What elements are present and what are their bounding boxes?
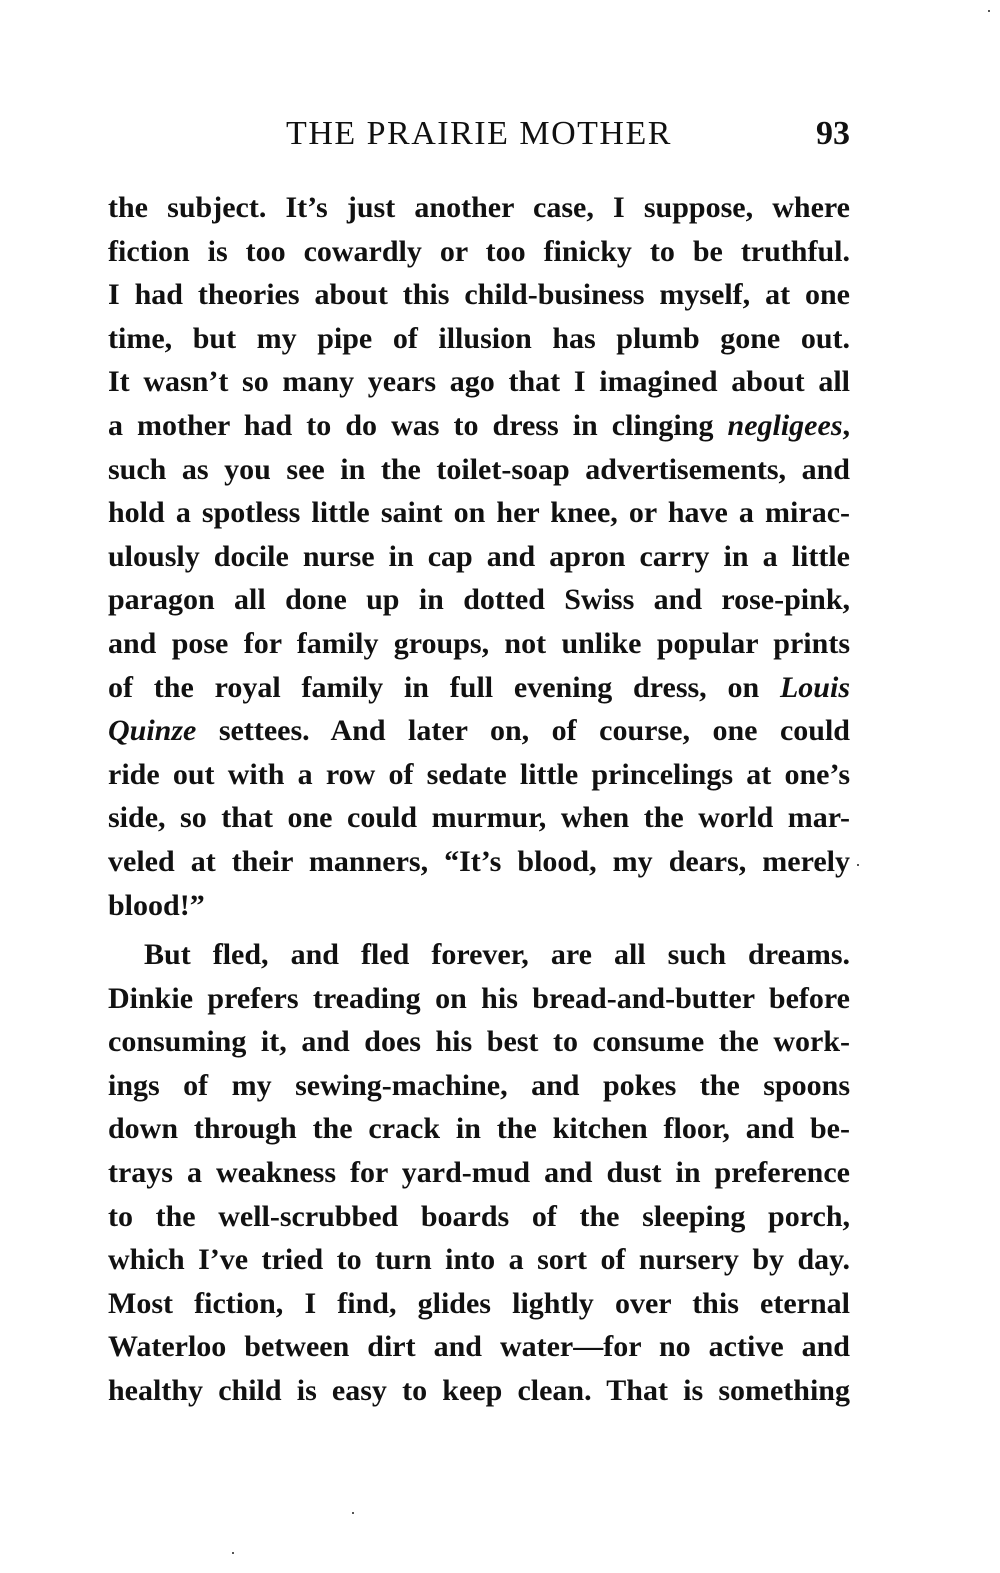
italic-word: negligees	[727, 408, 843, 442]
text-line: such as you see in the toilet-soap advertisements, and	[108, 452, 850, 486]
scan-speck	[988, 10, 990, 12]
text-line: Quinze settees. And later on, of course, one could	[108, 714, 850, 748]
text-line: Waterloo between dirt and water—for no active and	[108, 1330, 850, 1364]
text-line: ride out with a row of sedate little princelings at one’s	[108, 757, 850, 791]
text-line: ulously docile nurse in cap and apron carry in a little	[108, 539, 850, 573]
text-line: of the royal family in full evening dress, on Louis	[108, 670, 850, 704]
body-text	[108, 186, 850, 1413]
text-line: It wasn’t so many years ago that I imagined about all	[108, 365, 850, 399]
text-line: I had theories about this child-business myself, at one	[108, 278, 850, 312]
text-line: to the well-scrubbed boards of the sleeping porch,	[108, 1199, 850, 1233]
running-title: THE PRAIRIE MOTHER	[286, 115, 672, 152]
paragraph-2	[108, 933, 850, 1413]
text-line: a mother had to do was to dress in clinging negligees,	[108, 408, 850, 442]
text-line: down through the crack in the kitchen floor, and be-	[108, 1112, 850, 1146]
text-line: hold a spotless little saint on her knee, or have a mirac-	[108, 496, 850, 530]
scan-speck	[232, 1552, 234, 1554]
paragraph-1	[108, 186, 850, 927]
text-line: and pose for family groups, not unlike popular prints	[108, 626, 850, 660]
italic-word: Louis	[779, 670, 850, 704]
text-line: the subject. It’s just another case, I suppose, where	[108, 191, 850, 224]
text-line: paragon all done up in dotted Swiss and rose-pink,	[108, 583, 850, 617]
text-line: ings of my sewing-machine, and pokes the spoons	[108, 1068, 850, 1102]
text-line: Dinkie prefers treading on his bread-and-butter before	[108, 981, 850, 1015]
page-number: 93	[816, 115, 850, 152]
text-line: veled at their manners, “It’s blood, my dears, merely	[108, 844, 850, 878]
text-line: side, so that one could murmur, when the world mar-	[108, 801, 850, 835]
scan-speck	[857, 864, 859, 866]
text-line: healthy child is easy to keep clean. That is something	[108, 1374, 850, 1408]
italic-word: Quinze	[108, 714, 197, 748]
text-line: fiction is too cowardly or too finicky to be truthful.	[108, 234, 850, 268]
text-line: trays a weakness for yard-mud and dust in preference	[108, 1156, 850, 1190]
scan-speck	[352, 1512, 354, 1514]
running-head	[108, 112, 850, 156]
text-line: consuming it, and does his best to consume the work-	[108, 1025, 850, 1059]
text-line: blood!”	[108, 888, 205, 922]
text-line: Most fiction, I find, glides lightly over this eternal	[108, 1286, 850, 1320]
text-line: But fled, and fled forever, are all such dreams.	[144, 938, 850, 972]
text-line: which I’ve tried to turn into a sort of nursery by day.	[108, 1243, 850, 1277]
text-line: time, but my pipe of illusion has plumb gone out.	[108, 321, 850, 355]
